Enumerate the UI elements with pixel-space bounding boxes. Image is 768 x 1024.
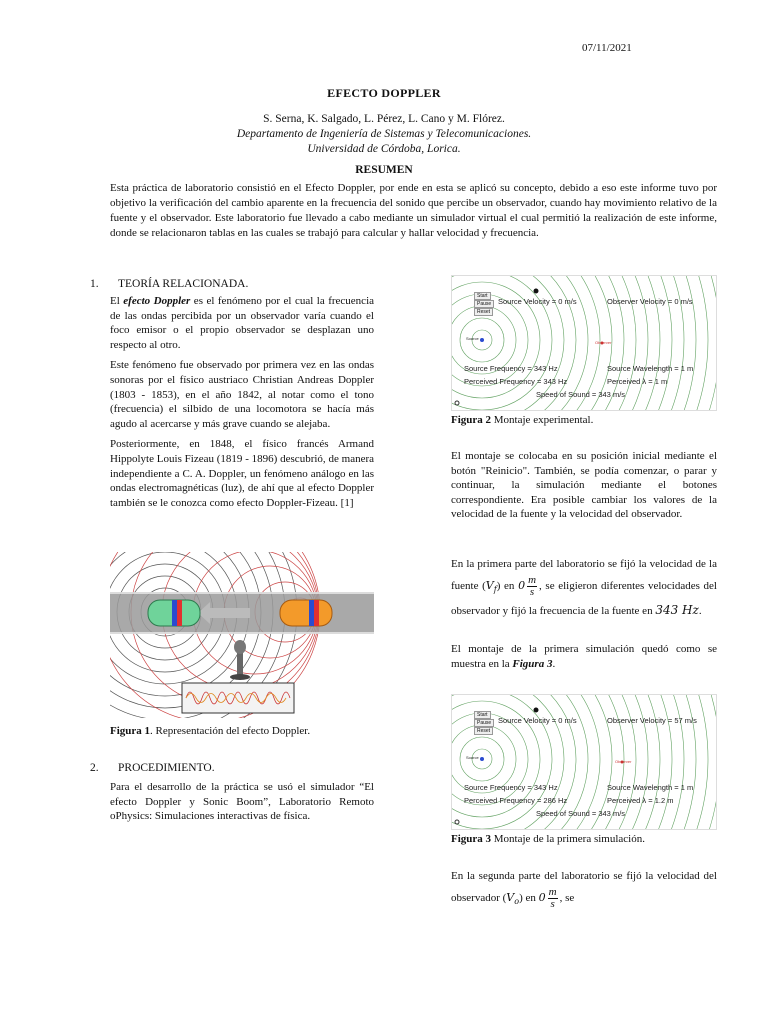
- start-button: Start: [474, 711, 491, 719]
- pause-button: Pause: [474, 719, 494, 727]
- reset-button: Reset: [474, 308, 493, 316]
- source-wavelength: Source Wavelength = 1 m: [607, 783, 694, 792]
- source-label: Source: [466, 336, 479, 341]
- abstract-text: Esta práctica de laboratorio consistió en el Efecto Doppler, por ende en esta se aplicó su concepto, debido a eso este informe tuvo por objetivo la verificación del cambio aparente en la frecuencia del sonido que percibe un observador, cuando hay movimiento relativo de la fuente y el observador. Este laboratorio fue llevado a cabo mediante un simulador virtual el cual permitió la realización de este informe, donde se relacionaron tablas en las cuales se trabajó para calcular y hallar velocidad y frecuencia.: [110, 182, 717, 239]
- reset-button: Reset: [474, 727, 493, 735]
- abstract-heading: RESUMEN: [355, 164, 413, 176]
- observer-velocity: Observer Velocity = 0 m/s: [607, 297, 693, 306]
- section-1-heading: 1. TEORÍA RELACIONADA.: [90, 278, 249, 290]
- pause-button: Pause: [474, 300, 494, 308]
- left-column-procedure: [110, 780, 374, 830]
- paragraph-first-sim: El montaje de la primera simulación quedó como se muestra en la Figura 3.: [451, 643, 717, 670]
- observer-label: Observer: [595, 340, 612, 345]
- department: Departamento de Ingeniería de Sistemas y Telecomunicaciones.: [236, 128, 532, 140]
- figure-2-caption: Figura 2 Montaje experimental.: [451, 414, 594, 426]
- figure-2-simulator: [451, 275, 717, 411]
- perceived-wavelength: Perceived λ = 1 m: [607, 377, 668, 386]
- observer-velocity: Observer Velocity = 57 m/s: [607, 716, 697, 725]
- source-label: Source: [466, 755, 479, 760]
- document-date: 07/11/2021: [582, 42, 632, 54]
- section-2-heading: 2. PROCEDIMIENTO.: [90, 762, 215, 774]
- figure-1-caption: Figura 1. Representación del efecto Doppler.: [110, 725, 311, 737]
- source-frequency: Source Frequency = 343 Hz: [464, 783, 558, 792]
- left-column-text: [110, 294, 374, 516]
- paragraph-history: Este fenómeno fue observado por primera vez en las ondas sonoras por el físico austriaco Christian Andreas Doppler (1803 - 1853), en el año 1842, al notar como el tono (frecuencia) el silbido de una locomotora se hacía más agudo al acercarse y más grave cuando se alejaba.: [110, 359, 374, 430]
- university: Universidad de Córdoba, Lorica.: [307, 143, 461, 155]
- source-frequency: Source Frequency = 343 Hz: [464, 364, 558, 373]
- perceived-wavelength: Perceived λ = 1.2 m: [607, 796, 674, 805]
- paragraph-fizeau: Posteriormente, en 1848, el físico francés Armand Hippolyte Louis Fizeau (1819 - 1896) descubrió, de manera independiente a C. A. Doppler, un fenómeno análogo en las ondas electromagnéticas (luz), de ahí que al efecto Doppler también se le conozca como efecto Doppler-Fizeau. [1]: [110, 438, 374, 509]
- start-button: Start: [474, 292, 491, 300]
- perceived-frequency: Perceived Frequency = 343 Hz: [464, 377, 568, 386]
- figure-3-simulator: [451, 694, 717, 830]
- paragraph-setup: El montaje se colocaba en su posición inicial mediante el botón "Reinicio". También, se podía comenzar, o parar y continuar, la simulación mediante el botones correspondiente. Era posible cambiar los valores de la velocidad de la fuente y la velocidad del observador.: [451, 450, 717, 521]
- author-block: [0, 112, 768, 157]
- speed-of-sound: Speed of Sound = 343 m/s: [536, 809, 626, 818]
- paragraph-first-part: En la primera parte del laboratorio se fijó la velocidad de la fuente $(V_f)$ en 0 $\frac{m}{s}$ , se eligieron diferentes velocidades del observador y fijó la frecuencia de la fuente en 343 Hz.: [451, 558, 717, 618]
- source-velocity: Source Velocity = 0 m/s: [498, 716, 577, 725]
- right-column-setup: [451, 449, 717, 528]
- paper-title: EFECTO DOPPLER: [327, 86, 441, 100]
- authors: S. Serna, K. Salgado, L. Pérez, L. Cano y M. Flórez.: [263, 113, 505, 125]
- figure-3-caption: Figura 3 Montaje de la primera simulación.: [451, 833, 645, 845]
- source-velocity: Source Velocity = 0 m/s: [498, 297, 577, 306]
- figure-1-image: [110, 552, 374, 718]
- speed-of-sound: Speed of Sound = 343 m/s: [536, 390, 626, 399]
- doppler-illustration: [110, 552, 374, 718]
- paragraph-doppler-def: El efecto Doppler es el fenómeno por el cual la frecuencia de las ondas percibida por un observador varía cuando el foco emisor o el propio observador se desplazan uno respecto al otro.: [110, 295, 375, 351]
- observer-label: Observer: [615, 759, 632, 764]
- paragraph-second-part: En la segunda parte del laboratorio se fijó la velocidad del observador $(V_o)$ en 0 $\frac{m}{s}$ , se: [451, 870, 717, 910]
- source-wavelength: Source Wavelength = 1 m: [607, 364, 694, 373]
- paragraph-simulator: Para el desarrollo de la práctica se usó el simulador “El efecto Doppler y Sonic Boom”, Laboratorio Remoto oPhysics: Simulaciones interactivas de física.: [110, 781, 374, 823]
- perceived-frequency: Perceived Frequency = 286 Hz: [464, 796, 568, 805]
